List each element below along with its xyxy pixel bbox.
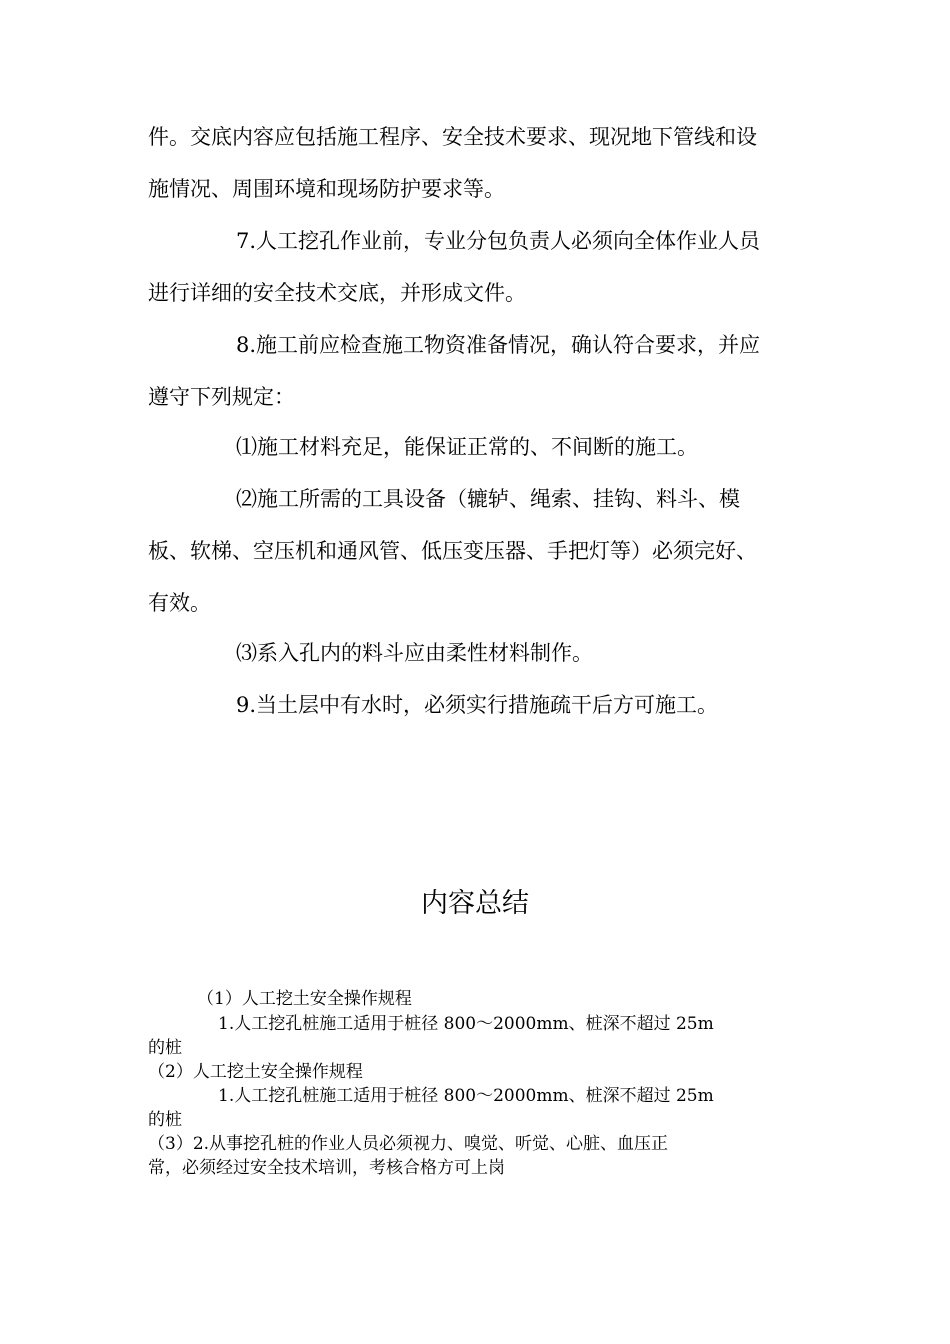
summary-line: 的桩 — [148, 1038, 182, 1058]
body-line: ⑶系入孔内的料斗应由柔性材料制作。 — [236, 641, 593, 665]
body-line: 施情况、周围环境和现场防护要求等。 — [148, 177, 505, 201]
body-line: 板、软梯、空压机和通风管、低压变压器、手把灯等）必须完好、 — [148, 539, 757, 563]
body-line: 7.人工挖孔作业前，专业分包负责人必须向全体作业人员 — [236, 229, 761, 253]
body-line: 进行详细的安全技术交底，并形成文件。 — [148, 281, 526, 305]
summary-title: 内容总结 — [421, 888, 529, 919]
body-line: 件。交底内容应包括施工程序、安全技术要求、现况地下管线和设 — [148, 125, 757, 149]
body-line: 9.当土层中有水时，必须实行措施疏干后方可施工。 — [236, 693, 719, 717]
summary-line: 常，必须经过安全技术培训，考核合格方可上岗 — [148, 1158, 505, 1178]
body-line: 有效。 — [148, 591, 211, 615]
summary-line: （2）人工挖土安全操作规程 — [148, 1062, 363, 1082]
summary-line: 1.人工挖孔桩施工适用于桩径 800～2000mm、桩深不超过 25m — [218, 1086, 714, 1106]
summary-line: （1）人工挖土安全操作规程 — [197, 989, 412, 1009]
summary-line: （3）2.从事挖孔桩的作业人员必须视力、嗅觉、听觉、心脏、血压正 — [148, 1134, 669, 1154]
summary-line: 的桩 — [148, 1110, 182, 1130]
body-line: 8.施工前应检查施工物资准备情况，确认符合要求，并应 — [236, 333, 761, 357]
body-line: ⑵施工所需的工具设备（辘轳、绳索、挂钩、料斗、模 — [236, 487, 740, 511]
body-line: 遵守下列规定： — [148, 385, 295, 409]
summary-line: 1.人工挖孔桩施工适用于桩径 800～2000mm、桩深不超过 25m — [218, 1014, 714, 1034]
body-line: ⑴施工材料充足，能保证正常的、不间断的施工。 — [236, 435, 698, 459]
